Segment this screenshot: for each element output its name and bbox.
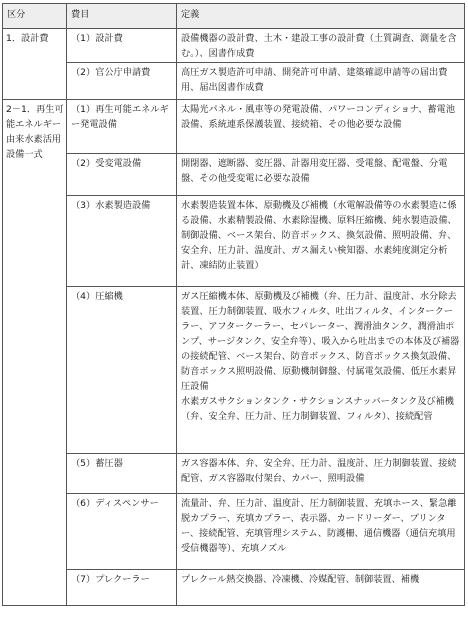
definition-cell: ガス容器本体、弁、安全弁、圧力計、温度計、圧力制御装置、接続配管、ガス容器取付架台、カバー、照明設備 (177, 454, 465, 494)
item-cell: （1）再生可能エネルギー発電設備 (67, 100, 177, 154)
item-cell: （5）蓄圧器 (67, 454, 177, 494)
item-cell: （6）ディスペンサー (67, 494, 177, 570)
table-row (3, 570, 465, 606)
category-cell: 2－1．再生可能エネルギー由来水素活用設備一式 (3, 100, 67, 606)
table-row (3, 154, 465, 196)
table-row (3, 63, 465, 100)
definition-cell: 高圧ガス製造許可申請、開発許可申請、建築確認申請等の届出費用、届出図書作成費 (177, 63, 465, 100)
table-row (3, 454, 465, 494)
definition-cell: ガス圧縮機本体、原動機及び補機（弁、圧力計、温度計、水分除去装置、圧力制御装置、吸水フィルタ、吐出フィルタ、インタークーラー、アフタークーラー、セパレーター、潤滑油タンク、潤滑油ポンプ、サージタンク、安全弁等）、吸入から吐出までの本体及び補器の接続配管、ベース架台、防音ボックス、防音ボックス換気設備、防音ボックス照明設備、原動機制御盤、付属電気設備、低圧水素昇圧設備 水素ガスサクションタンク・サクションスナッバータンク及び補機（弁、安全弁、圧力計、圧力制御装置、フィルタ）、接続配管 (177, 287, 465, 454)
item-cell: （4）圧縮機 (67, 287, 177, 454)
item-cell: （2）受変電設備 (67, 154, 177, 196)
category-cell: 1．設計費 (3, 29, 67, 100)
definition-cell: 設備機器の設計費、土木・建設工事の設計費（土質調査、測量を含む。）、図書作成費 (177, 29, 465, 63)
header-definition: 定義 (177, 4, 465, 29)
header-category: 区分 (3, 4, 67, 29)
table-row (3, 494, 465, 570)
cost-definition-table (2, 3, 465, 606)
table-row (3, 196, 465, 287)
table-row (3, 287, 465, 454)
definition-cell: 太陽光パネル・風車等の発電設備、パワーコンディショナ、蓄電池設備、系統連系保護装置、接続箱、その他必要な設備 (177, 100, 465, 154)
header-item: 費目 (67, 4, 177, 29)
table-header-row (3, 4, 465, 29)
table-row (3, 100, 465, 154)
item-cell: （7）プレクーラー (67, 570, 177, 606)
item-cell: （2）官公庁申請費 (67, 63, 177, 100)
item-cell: （1）設計費 (67, 29, 177, 63)
definition-cell: プレクール熱交換器、冷凍機、冷媒配管、制御装置、補機 (177, 570, 465, 606)
definition-cell: 水素製造装置本体、原動機及び補機（水電解設備等の水素製造に係る設備、水素精製設備、水素除湿機、原料圧縮機、純水製造設備、制御設備、ベース架台、防音ボックス、換気設備、照明設備、弁、安全弁、圧力計、温度計、ガス漏えい検知器、水素純度測定分析計、凍結防止装置） (177, 196, 465, 287)
definition-cell: 開閉器、遮断器、変圧器、計器用変圧器、受電盤、配電盤、分電盤、その他受変電に必要な設備 (177, 154, 465, 196)
table-row (3, 29, 465, 63)
definition-cell: 流量計、弁、圧力計、温度計、圧力制御装置、充填ホース、緊急離脱カプラー、充填カプラー、表示器、カードリーダー、プリンター、接続配管、充填管理システム、防護柵、通信機器（通信充填用受信機器等）、充填ノズル (177, 494, 465, 570)
item-cell: （3）水素製造設備 (67, 196, 177, 287)
